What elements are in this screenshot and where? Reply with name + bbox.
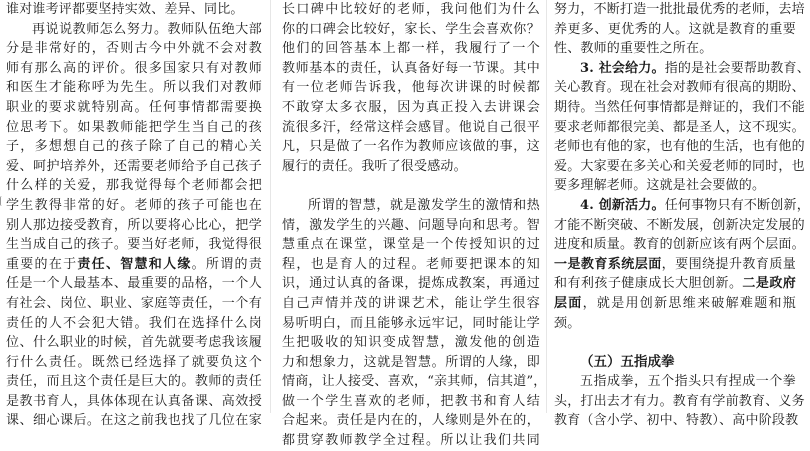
text-line: 责任，而且这个责任是巨大的。教师的责任 <box>6 374 262 390</box>
text-line: 他们的回答基本上都一样，我履行了一个 <box>282 41 540 57</box>
text-line: 位思考下。如果教师能把学生当自己的孩 <box>6 119 262 135</box>
text-line: 所谓的智慧，就是激发学生的激情和热 <box>308 197 540 213</box>
bold-phrase: 二是政府 <box>742 276 796 292</box>
bold-phrase: 一是教育系统层面 <box>554 256 662 272</box>
text-line: 不敢穿太多衣服，因为真正投入去讲课会 <box>282 99 540 115</box>
text-line: 识，通过认真的备课，提炼成教案，再通过 <box>282 276 540 292</box>
text-line: 职业的要求就特别高。任何事情都需要换 <box>6 99 262 115</box>
text-line: 程，也是育人的过程。老师要把课本的知 <box>282 256 540 272</box>
text-line: 情，激发学生的兴趣、问题导向和思考。智 <box>282 217 540 233</box>
bold-phrase: 责任、智慧和人缘 <box>77 256 192 272</box>
text-line: 是教书育人，具体体现在认真备课、高效授 <box>6 393 262 409</box>
text-line: 才能不断突破、不断发展，创新决定发展的 <box>554 217 805 233</box>
bold-phrase: 层面 <box>554 295 583 311</box>
text-line: 情商，让人接受、喜欢，“亲其师，信其道”， <box>282 374 547 390</box>
text-line: 生当成自己的孩子。要当好老师，我觉得很 <box>6 237 262 253</box>
text-column-right <box>554 0 810 429</box>
text-line: 老师也有他的家，也有他的生活，也有他的 <box>554 139 805 155</box>
text-line: 性、教师的重要性之所在。 <box>554 41 713 57</box>
text-line: 谁对谁考评都要坚持实效、差异、同比。 <box>6 2 244 17</box>
text-line: 易听明白，而且能够永远牢记，同时能让学 <box>282 315 540 331</box>
text-line: 要多理解老师。这就是社会要做的。 <box>554 178 766 194</box>
text-line: 一是教育系统层面，要围绕提升教育质量 <box>554 256 796 272</box>
text-line: 层面，就是用创新思维来破解难题和瓶 <box>554 295 796 311</box>
text-line: 教师基本的责任，认真备好每一节课。其中 <box>282 60 540 76</box>
text-line: 做一个学生喜欢的老师，把教书和育人结 <box>282 393 540 409</box>
text-line: 头，打出去才有力。教育有学前教育、义务 <box>554 393 805 409</box>
text-line: 位、什么职业的时候，首先就要考虑我该履 <box>6 335 262 351</box>
text-line: 期待。当然任何事情都是辩证的，我们不能 <box>554 99 805 115</box>
text-line: 师有那么高的评价。很多国家只有对教师 <box>6 60 262 76</box>
bold-phrase: 4. 创新活力。 <box>580 197 665 213</box>
text-line: 履行的责任。我听了很受感动。 <box>282 158 467 174</box>
text-line: 教育（含小学、初中、特教）、高中阶段教 <box>554 413 799 429</box>
text-line: 4. 创新活力。任何事物只有不断创新， <box>580 197 810 213</box>
text-line: 有一位老师告诉我，他每次讲课的时候都 <box>282 80 540 96</box>
section-heading: （五）五指成拳 <box>580 353 675 370</box>
paragraph-gap <box>554 333 796 353</box>
text-line: 凡，只是做了一名作为教师应该做的事，这 <box>282 139 540 155</box>
text-line: 长口碑中比较好的老师，我问他们为什么 <box>282 2 540 17</box>
text-line: 生把吸收的知识变成智慧，激发他的创造 <box>282 335 540 351</box>
text-line: 任是一个人最基本、最重要的品格，一个人 <box>6 276 262 292</box>
column-divider <box>546 0 547 413</box>
text-line: 颈。 <box>554 315 581 331</box>
text-line: 流很多汗，经常这样会感冒。他说自己很平 <box>282 119 540 135</box>
column-divider <box>270 0 271 413</box>
text-line: 五指成拳，五个指头只有捏成一个拳 <box>580 374 796 390</box>
text-line: 慧重点在课堂，课堂是一个传授知识的过 <box>282 237 540 253</box>
text-line: 什么样的关爱，那我觉得每个老师都会把 <box>6 178 262 194</box>
text-line: 努力，不断打造一批批最优秀的老师，去培 <box>554 2 805 17</box>
page-edge-mark <box>0 196 4 206</box>
paragraph-gap <box>282 176 540 196</box>
text-line: 都贯穿教师教学全过程。所以让我们共同 <box>282 433 540 449</box>
text-line: 力和想象力，这就是智慧。所谓的人缘，即 <box>282 354 540 370</box>
text-line: 学生教得非常的好。老师的孩子可能也在 <box>6 197 262 213</box>
text-line: 合起来。责任是内在的，人缘则是外在的， <box>282 413 540 429</box>
text-line: 重要的在于责任、智慧和人缘。所谓的责 <box>6 256 262 272</box>
text-line: 分是非常好的，否则古今中外就不会对教 <box>6 41 262 57</box>
text-column-left <box>6 0 262 429</box>
text-line: 行什么责任。既然已经选择了就要负这个 <box>6 354 262 370</box>
text-line: 爱、呵护培养外，还需要老师给予自己孩子 <box>6 158 262 174</box>
text-line: 进度和质量。教育的创新应该有两个层面。 <box>554 237 805 253</box>
text-column-middle <box>282 0 547 449</box>
text-line: 和有利孩子健康成长大胆创新。二是政府 <box>554 276 796 292</box>
text-line: 要求老师都很完美、都是圣人，这不现实。 <box>554 119 805 135</box>
text-line: 子，多想想自己的孩子除了自己的精心关 <box>6 139 262 155</box>
text-line: 再说说教师怎么努力。教师队伍绝大部 <box>32 21 262 37</box>
text-line: 课、细心课后。在这之前我也找了几位在家 <box>6 413 262 429</box>
text-line: 养更多、更优秀的人。这就是教育的重要 <box>554 21 796 37</box>
bold-phrase: 3. 社会给力。 <box>580 60 665 76</box>
text-line: 爱。大家要在多关心和关爱老师的同时，也 <box>554 158 805 174</box>
text-line: 责任的人不会犯大错。我们在选择什么岗 <box>6 315 262 331</box>
text-line: 自己声情并茂的讲课艺术，能让学生很容 <box>282 295 540 311</box>
text-line: 和医生才能称呼为先生。所以我们对教师 <box>6 80 262 96</box>
text-line: 你的口碑会比较好，家长、学生会喜欢你？ <box>282 21 540 37</box>
text-line: 3. 社会给力。指的是社会要帮助教育、 <box>580 60 810 76</box>
text-line: 有社会、岗位、职业、家庭等责任，一个有 <box>6 295 262 311</box>
text-line: 关心教育。现在社会对教师有很高的期盼、 <box>554 80 805 96</box>
text-line: 别人那边接受教育，所以要将心比心，把学 <box>6 217 262 233</box>
